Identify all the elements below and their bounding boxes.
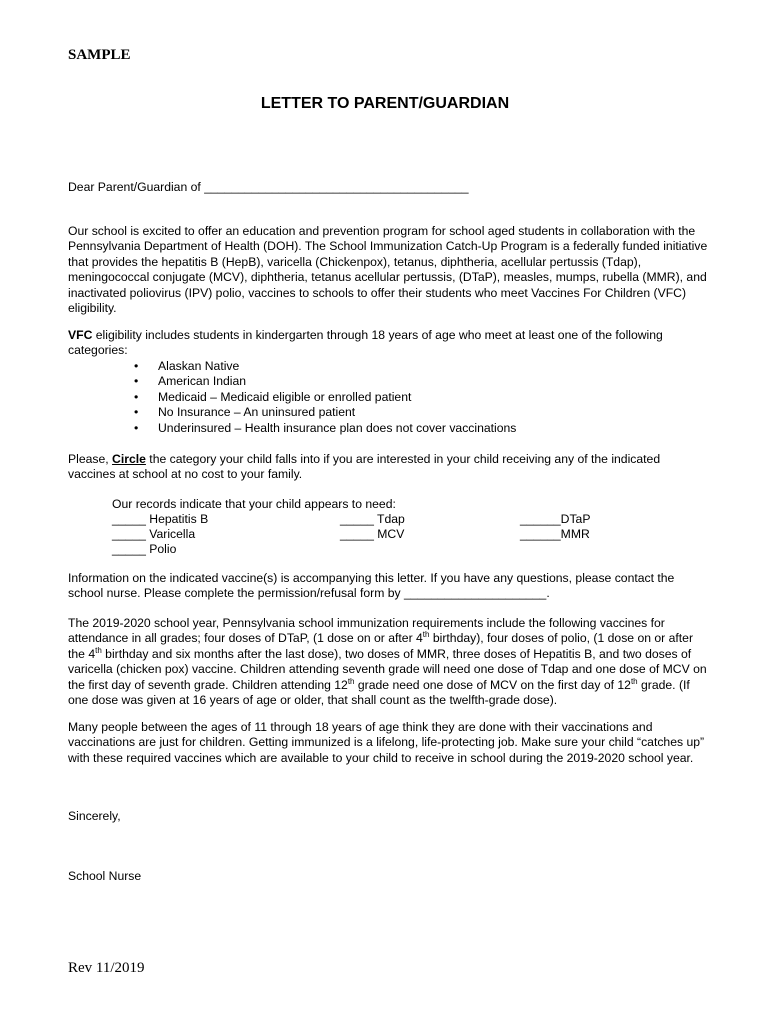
circle-instruction	[68, 452, 708, 483]
list-item[interactable]: • American Indian	[130, 374, 516, 389]
closing-paragraph: Many people between the ages of 11 through 18 years of age think they are done with their vaccinations and vaccinations are just for children. Getting immunized is a lifelong, life-protecting job. Make sure your child “catches up” with these required vaccines which are available to your child to receive in school during the 2019-2020 school year.	[68, 720, 705, 765]
requirements-paragraph	[68, 616, 708, 708]
vaccine-mmr[interactable]: ______MMR	[520, 527, 590, 541]
eligibility-text: eligibility includes students in kindergarten through 18 years of age who meet at least one of the following categories:	[68, 328, 663, 358]
child-name-blank[interactable]: _______________________________________	[204, 180, 469, 194]
vaccine-hepatitis-b[interactable]: _____ Hepatitis B	[112, 512, 209, 526]
info-paragraph	[68, 571, 708, 602]
req-text-2: birthday), four doses of polio, (1 dose on or after the 4	[68, 631, 693, 661]
revision-footer: Rev 11/2019	[68, 960, 145, 976]
eligibility-paragraph	[68, 328, 708, 359]
vfc-lead: VFC	[68, 328, 93, 342]
vaccine-tdap[interactable]: _____ Tdap	[340, 512, 405, 526]
circle-emphasis: Circle	[112, 452, 146, 466]
signature: School Nurse	[68, 869, 142, 883]
letter-title: LETTER TO PARENT/GUARDIAN	[260, 95, 510, 112]
list-item[interactable]: • No Insurance – An uninsured patient	[130, 405, 516, 420]
list-item[interactable]: • Underinsured – Health insurance plan does not cover vaccinations	[130, 421, 516, 436]
vaccine-polio[interactable]: _____ Polio	[112, 542, 177, 556]
vaccine-mcv[interactable]: _____ MCV	[340, 527, 405, 541]
req-text-3: birthday and six months after the last dose), two doses of MMR, three doses of Hepatitis B, and two doses of varicella (chicken pox) vaccine. Children attending seventh grade will need one dose of Tdap and one dose of MCV on the first day of seventh grade. Children attending 12	[68, 646, 707, 692]
eligibility-category-list	[130, 359, 516, 436]
vaccine-varicella[interactable]: _____ Varicella	[112, 527, 196, 541]
req-sup-2: th	[95, 645, 102, 655]
records-intro: Our records indicate that your child appears to need:	[112, 497, 396, 511]
sign-off: Sincerely,	[68, 809, 121, 823]
req-sup-4: th	[630, 676, 638, 686]
vaccine-dtap[interactable]: ______DTaP	[520, 512, 591, 526]
intro-paragraph: Our school is excited to offer an education and prevention program for school aged students in collaboration with the Pennsylvania Department of Health (DOH). The School Immunization Catch-Up Program is a federally funded initiative that provides the hepatitis B (HepB), varicella (Chickenpox), tetanus, diphtheria, acellular pertussis (Tdap), meningococcal conjugate (MCV), diphtheria, tetanus acellular pertussis, (DTaP), measles, mumps, rubella (MMR), and inactivated poliovirus (IPV) polio, vaccines to schools to offer their students who meet Vaccines For Children (VFC) eligibility.	[68, 224, 708, 316]
salutation-text: Dear Parent/Guardian of	[68, 180, 201, 194]
salutation	[68, 180, 469, 195]
req-sup-3: th	[347, 676, 355, 686]
req-text-1: The 2019-2020 school year, Pennsylvania school immunization requirements include the following vaccines for attendance in all grades; four doses of DTaP, (1 dose on or after 4	[68, 616, 665, 646]
req-text-5: grade. (If one dose was given at 16 years of age or older, that shall count as the twelfth-grade dose).	[68, 677, 690, 708]
circle-instruction-before: Please,	[68, 452, 113, 466]
list-item[interactable]: • Medicaid – Medicaid eligible or enrolled patient	[130, 390, 516, 405]
sample-label: SAMPLE	[68, 47, 131, 63]
info-text: Information on the indicated vaccine(s) is accompanying this letter. If you have any questions, please contact the school nurse. Please complete the permission/refusal form by	[68, 571, 675, 601]
req-text-4: grade need one dose of MCV on the first day of 12	[354, 677, 631, 692]
form-date-blank[interactable]: _____________________.	[404, 586, 550, 601]
circle-instruction-after: the category your child falls into if you are interested in your child receiving any of the indicated vaccines at school at no cost to your family.	[68, 452, 661, 482]
req-sup-1: th	[422, 630, 430, 640]
list-item[interactable]: • Alaskan Native	[130, 359, 516, 374]
